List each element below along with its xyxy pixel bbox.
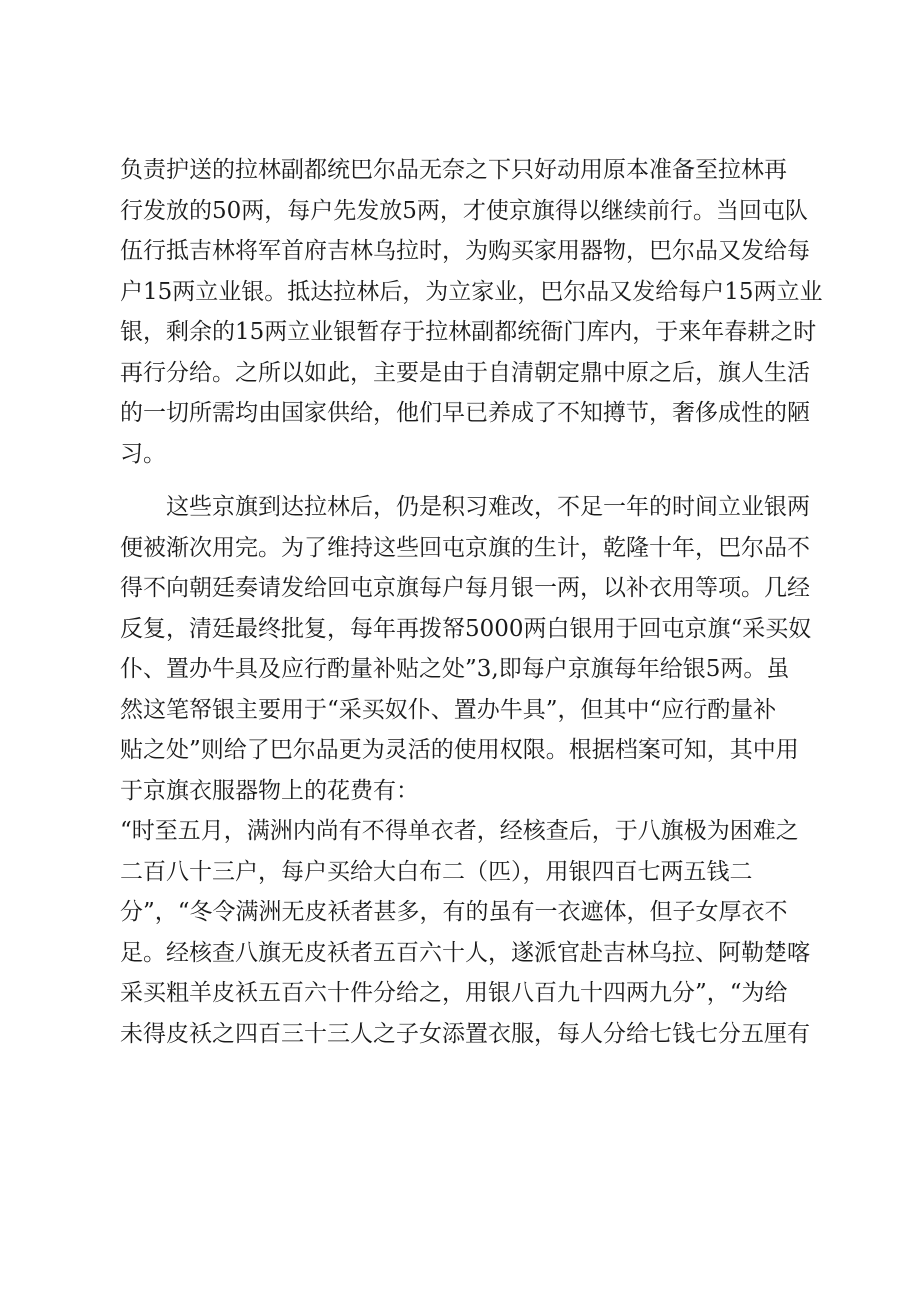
- text-line: 反复，清廷最终批复，每年再拨帑5000两白银用于回屯京旗“采买奴: [120, 615, 812, 642]
- paragraph-1: [120, 150, 823, 474]
- text-line: 这些京旗到达拉林后，仍是积习难改，不足一年的时间立业银两: [120, 494, 810, 520]
- text-line: 然这笔帑银主要用于“采买奴仆、置办牛具”，但其中“应行酌量补: [120, 696, 777, 723]
- text-line: 仆、置办牛具及应行酌量补贴之处”3,即每户京旗每年给银5两。虽: [120, 656, 790, 682]
- quote-line: 二百八十三户，每户买给大白布二（匹），用银四百七两五钱二: [120, 858, 753, 885]
- text-line: 贴之处”则给了巴尔品更为灵活的使用权限。根据档案可知，其中用: [120, 737, 799, 763]
- text-line: 于京旗衣服器物上的花费有：: [120, 777, 419, 804]
- text-line: 伍行抵吉林将军首府吉林乌拉时，为购买家用器物，巴尔品又发给每: [120, 238, 810, 264]
- quote-line: “时至五月，满洲内尚有不得单衣者，经核查后，于八旗极为困难之: [120, 818, 799, 844]
- paragraph-gap: [120, 474, 810, 487]
- text-line: 便被渐次用完。为了维持这些回屯京旗的生计，乾隆十年，巴尔品不: [120, 534, 810, 561]
- quote-line: 分”，“冬令满洲无皮袄者甚多，有的虽有一衣遮体，但子女厚衣不: [120, 899, 788, 925]
- text-line: 负责护送的拉林副都统巴尔品无奈之下只好动用原本准备至拉林再: [120, 157, 787, 183]
- text-line: 户15两立业银。抵达拉林后，为立家业，巴尔品又发给每户15两立业: [120, 278, 823, 305]
- body-text: [120, 150, 823, 1054]
- paragraph-2: [120, 487, 810, 1054]
- text-line: 习。: [120, 440, 166, 467]
- text-line: 行发放的50两，每户先发放5两，才使京旗得以继续前行。当回屯队: [120, 197, 808, 224]
- quote-line: 未得皮袄之四百三十三人之子女添置衣服，每人分给七钱七分五厘有: [120, 1020, 810, 1047]
- text-line: 再行分给。之所以如此，主要是由于自清朝定鼎中原之后，旗人生活: [120, 359, 810, 386]
- quote-line: 采买粗羊皮袄五百六十件分给之，用银八百九十四两九分”，“为给: [120, 980, 788, 1006]
- text-line: 得不向朝廷奏请发给回屯京旗每户每月银一两，以补衣用等项。几经: [120, 575, 810, 601]
- text-line: 的一切所需均由国家供给，他们早已养成了不知撙节，奢侈成性的陋: [120, 400, 810, 426]
- text-line: 银，剩余的15两立业银暂存于拉林副都统衙门库内，于来年春耕之时: [120, 319, 817, 345]
- quote-line: 足。经核查八旗无皮袄者五百六十人，遂派官赴吉林乌拉、阿勒楚喀: [120, 939, 810, 966]
